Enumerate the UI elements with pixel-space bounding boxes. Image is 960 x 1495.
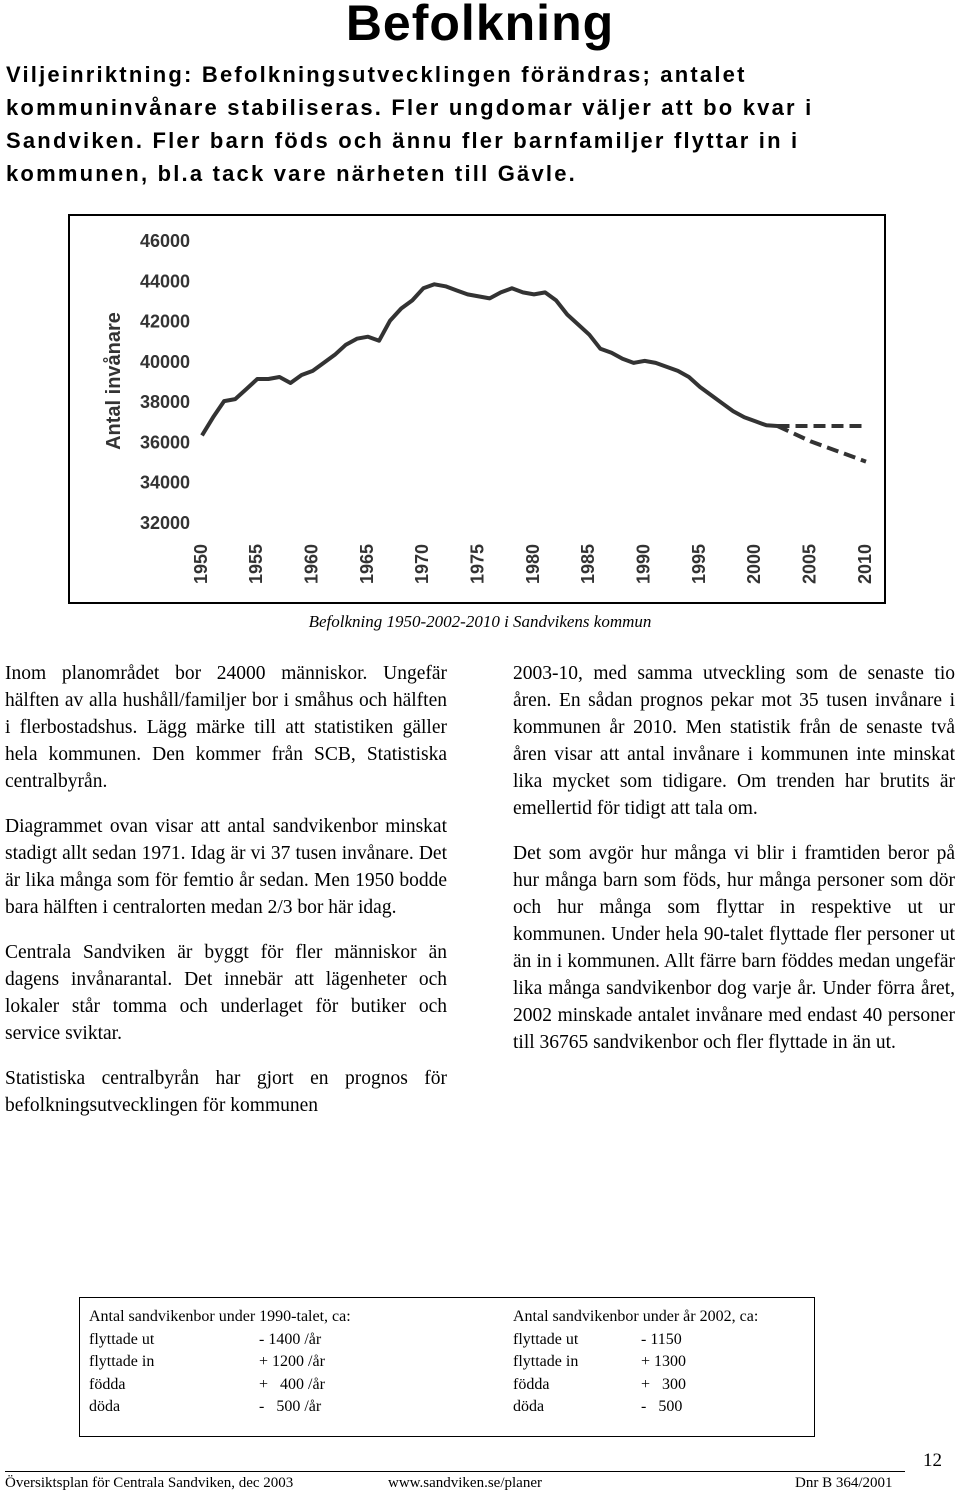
stats-value: + 300 [641, 1375, 687, 1393]
vision-statement: Viljeinriktning: Befolkningsutvecklingen förändras; antalet kommuninvånare stabiliseras. Fler ungdomar väljer att bo kvar i Sandviken. Fler barn föds och ännu fler barnfamiljer flyttar in i kommunen, bl.a tack vare närheten till Gävle. [6, 62, 814, 186]
x-tick-label: 1950 [190, 543, 211, 584]
stats-value: - 500 [641, 1398, 683, 1415]
paragraph: Centrala Sandviken är byggt för fler människor än dagens invånarantal. Det innebär att lägenheter och lokaler står tomma och underlaget för butiker och service sviktar. [5, 942, 447, 1044]
x-tick-label: 1990 [633, 543, 654, 584]
y-tick-label: 42000 [139, 311, 190, 332]
y-tick-label: 40000 [139, 351, 190, 372]
stats-label: födda [513, 1375, 550, 1393]
y-tick-label: 32000 [139, 513, 190, 533]
x-tick-label: 1975 [467, 543, 488, 584]
paragraph: 2003-10, med samma utveckling som de senaste tio åren. En sådan prognos pekar mot 35 tusen invånare i kommunen år 2010. Men statistik från de senaste två åren visar att antal invånare i kommunen inte minskat lika mycket som tidigare. Om trenden har brutits är emellertid för tidigt att tala om. [513, 663, 955, 819]
stats-label: flyttade in [513, 1353, 579, 1370]
stats-value: + 1300 [641, 1353, 687, 1370]
stats-label: döda [513, 1398, 545, 1415]
chart-caption: Befolkning 1950-2002-2010 i Sandvikens kommun [308, 612, 652, 631]
x-tick-label: 1955 [246, 543, 267, 584]
stats-value: - 1400 /år [259, 1330, 322, 1348]
stats-value: + 400 /år [259, 1375, 325, 1393]
stats-value: - 1150 [641, 1330, 682, 1348]
x-tick-label: 2000 [744, 543, 765, 584]
footer-reference: Dnr B 364/2001 [795, 1475, 893, 1491]
x-tick-label: 2010 [854, 543, 875, 584]
stats-value: - 500 /år [259, 1398, 322, 1415]
x-tick-label: 1970 [412, 543, 433, 584]
page-number: 12 [923, 1450, 942, 1471]
stats-1990s [89, 1306, 351, 1419]
stats-heading: Antal sandvikenbor under 1990-talet, ca: [89, 1308, 351, 1325]
y-tick-label: 44000 [139, 271, 190, 292]
paragraph: Det som avgör hur många vi blir i framtiden beror på hur många barn som föds, hur många personer som dör och hur många som flyttar in respektive ut ur kommunen. Under hela 90-talet flyttade fler personer ut än in i kommunen. Allt färre barn föddes medan ungefär lika många sandvikenbor dog varje år. Under förra året, 2002 minskade antalet invånare med endast 40 personer till 36765 sandvikenbor och fler flyttade in än ut. [513, 843, 955, 1053]
y-axis-label: Antal invånare [103, 312, 125, 450]
population-line [202, 284, 778, 435]
x-tick-label: 1985 [578, 543, 599, 584]
y-tick-label: 46000 [139, 231, 190, 251]
paragraph: Inom planområdet bor 24000 människor. Ungefär hälften av alla hushåll/familjer bor i småhus och hälften i flerbostadshus. Lägg märke till att statistiken gäller hela kommunen. Den kommer från SCB, Statistiska centralbyrån. [5, 663, 447, 792]
stats-heading: Antal sandvikenbor under år 2002, ca: [513, 1308, 759, 1325]
x-tick-label: 1995 [688, 543, 709, 584]
paragraph: Diagrammet ovan visar att antal sandvikenbor minskat stadigt allt sedan 1971. Idag är vi 37 tusen invånare. Det är lika många som för femtio år sedan. Men 1950 bodde bara hälften i centralorten medan 2/3 bor här idag. [5, 816, 447, 918]
y-tick-label: 34000 [139, 472, 190, 493]
y-tick-label: 36000 [139, 432, 190, 453]
stats-label: döda [89, 1398, 121, 1415]
chart-svg [70, 216, 884, 602]
x-tick-label: 1980 [522, 543, 543, 584]
footer-document-title: Översiktsplan för Centrala Sandviken, dec 2003 [5, 1475, 294, 1491]
footer-url: www.sandviken.se/planer [388, 1475, 542, 1491]
stats-label: flyttade in [89, 1353, 155, 1370]
y-tick-label: 38000 [139, 392, 190, 413]
paragraph: Statistiska centralbyrån har gjort en prognos för befolkningsutvecklingen för kommunen [5, 1068, 447, 1116]
x-tick-label: 1960 [301, 543, 322, 584]
right-text-column [513, 660, 955, 1074]
x-tick-label: 1965 [356, 543, 377, 584]
x-tick-label: 2005 [799, 543, 820, 584]
stats-label: flyttade ut [89, 1330, 155, 1348]
stats-2002 [513, 1306, 758, 1419]
stats-label: födda [89, 1375, 126, 1393]
page-title: Befolkning [345, 0, 615, 51]
population-chart [68, 214, 886, 604]
forecast-line [778, 426, 867, 462]
footer-rule [5, 1471, 905, 1472]
left-text-column [5, 660, 447, 1137]
stats-value: + 1200 /år [259, 1353, 325, 1370]
stats-label: flyttade ut [513, 1330, 579, 1348]
stats-box [79, 1297, 815, 1437]
